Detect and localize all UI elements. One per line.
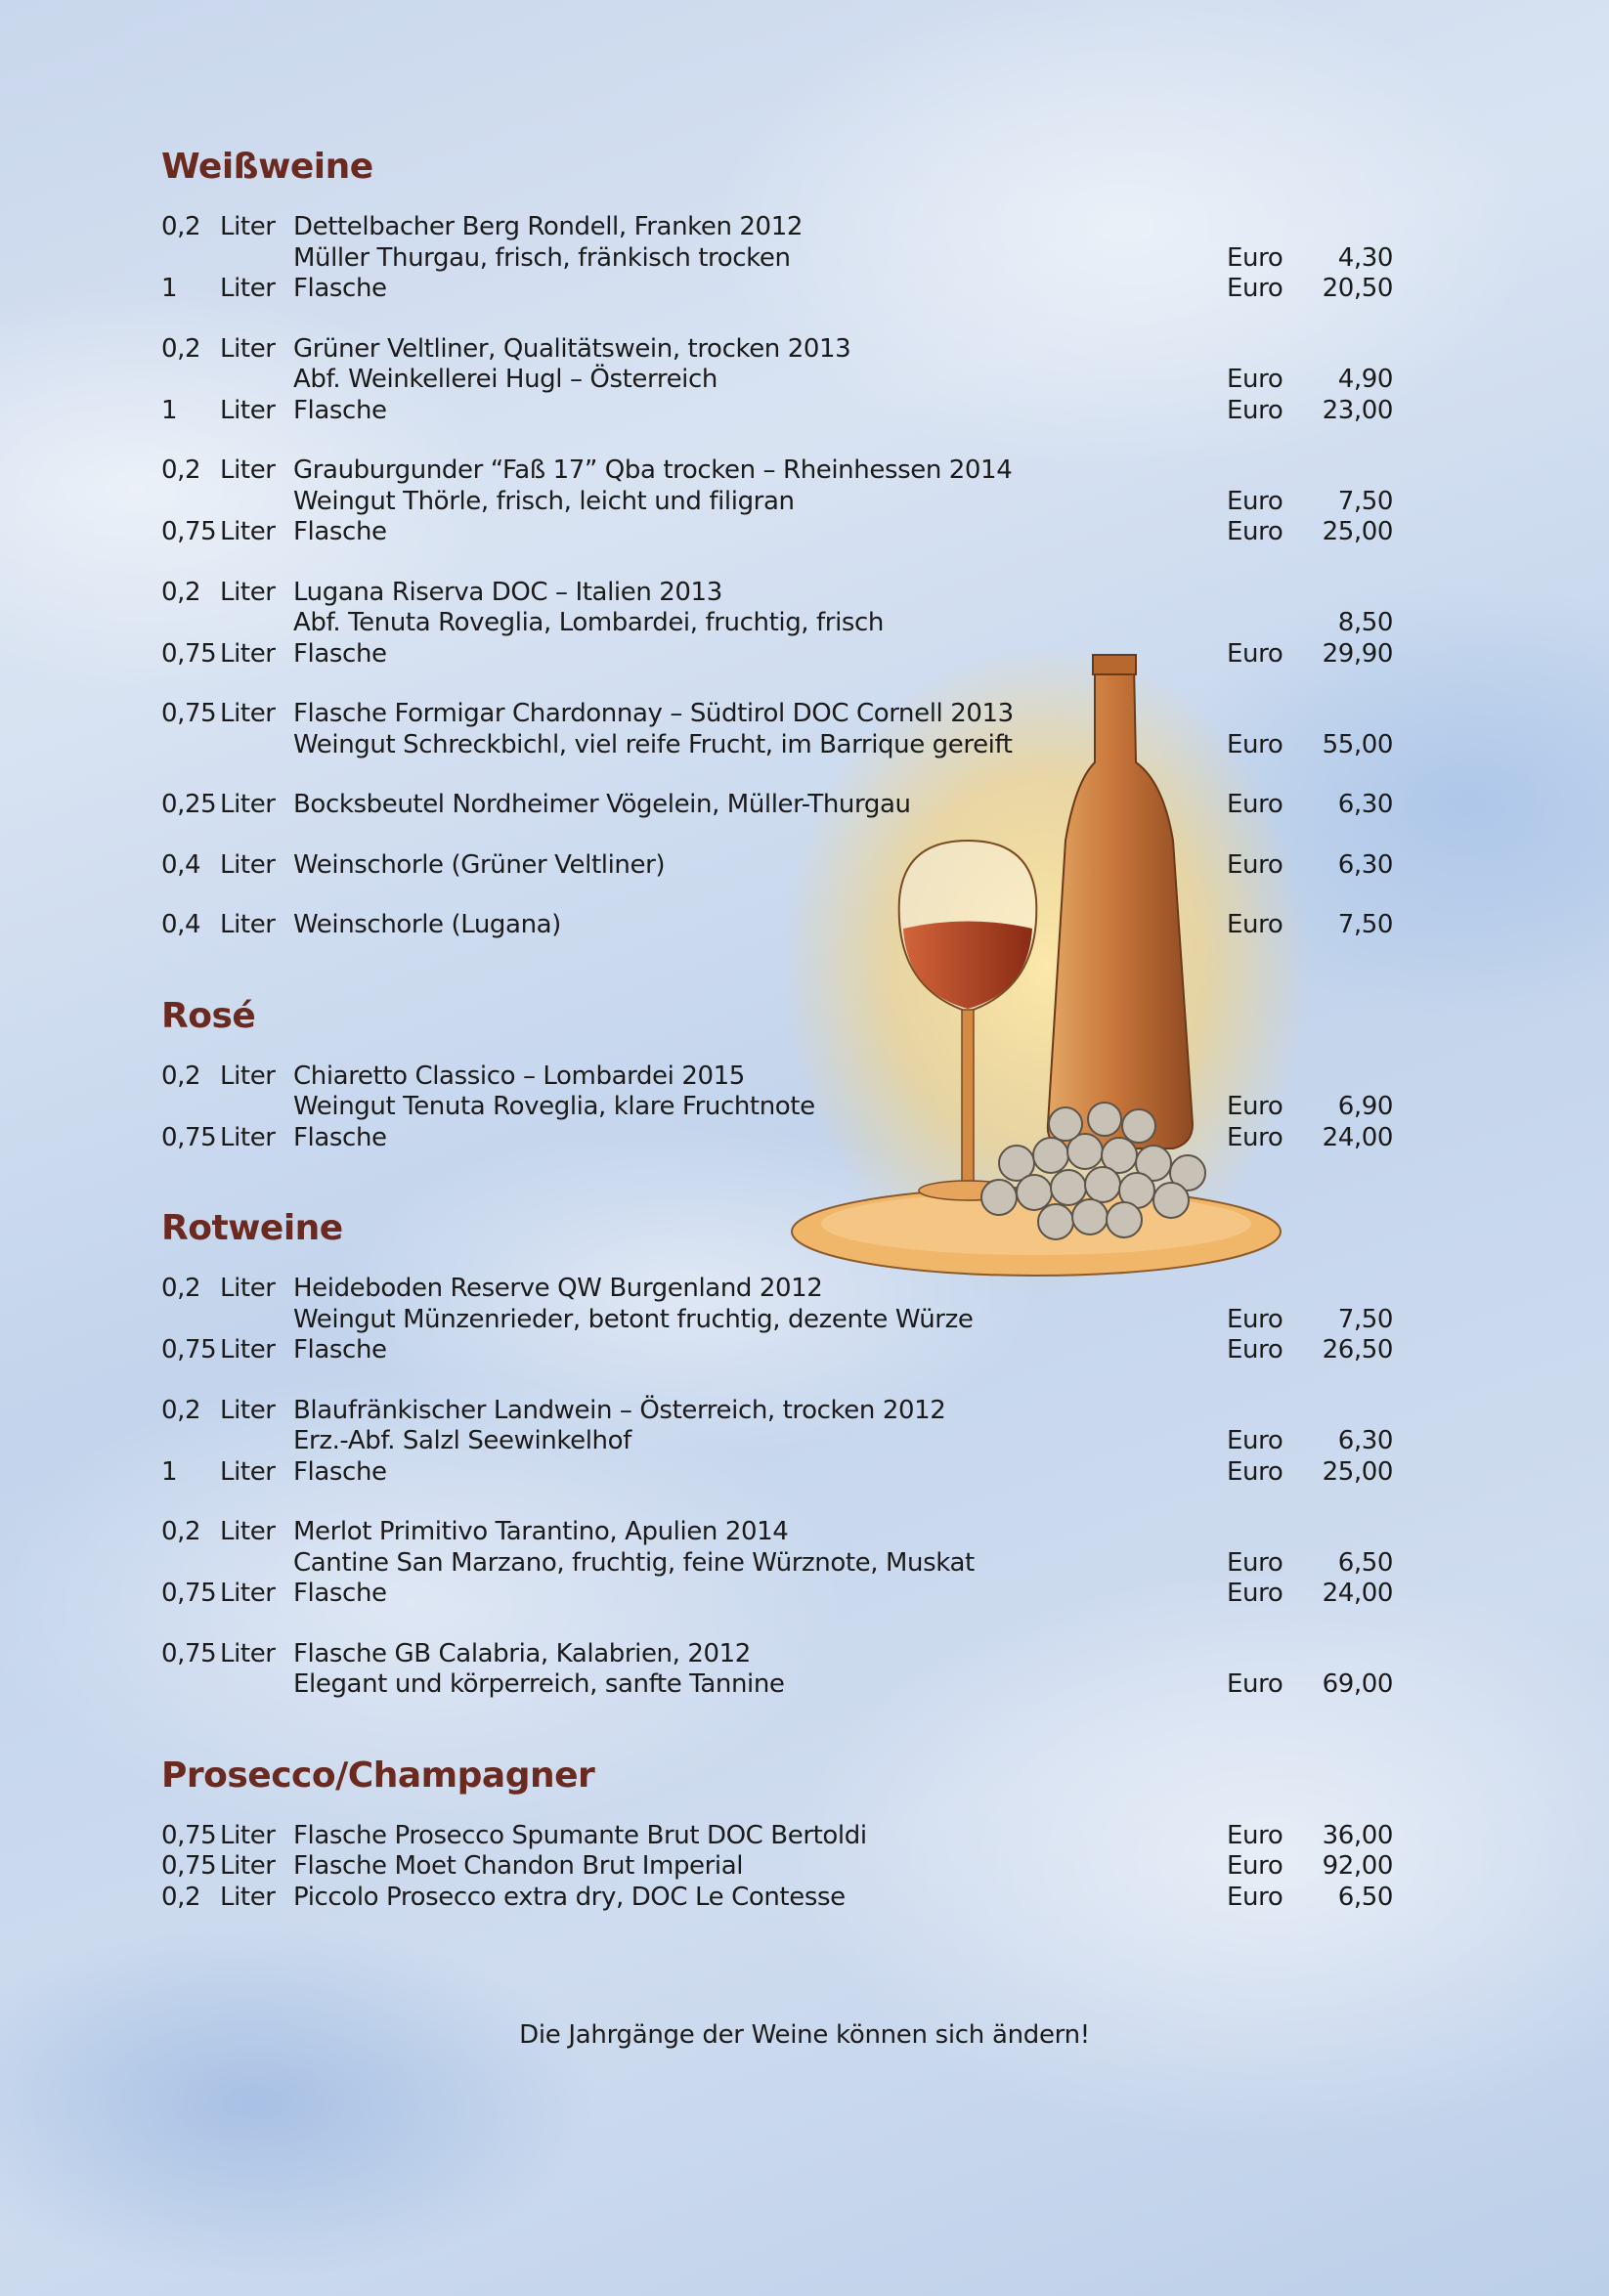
menu-line [161,639,1393,671]
menu-line [161,1548,1393,1580]
section-title: Rotweine [161,1208,343,1248]
unit: Liter [220,1882,276,1912]
description: Flasche [293,638,387,669]
currency: Euro [1227,1426,1283,1455]
description: Elegant und körperreich, sanfte Tannine [293,1669,785,1699]
price: 25,00 [1322,1456,1393,1487]
volume: 0,2 [161,1882,201,1912]
price: 25,00 [1322,517,1393,546]
description: Weingut Tenuta Roveglia, klare Fruchtnote [293,1092,815,1121]
price: 26,50 [1322,1335,1393,1365]
price: 4,30 [1337,242,1393,273]
menu-entry [161,212,1393,305]
volume: 0,2 [161,1274,201,1303]
volume: 0,2 [161,577,201,607]
volume: 0,75 [161,1851,217,1881]
price: 23,00 [1322,395,1393,425]
price: 29,90 [1322,638,1393,669]
currency: Euro [1227,1882,1283,1912]
price: 4,90 [1337,365,1393,394]
currency: Euro [1227,1820,1283,1850]
unit: Liter [220,274,276,303]
unit: Liter [220,1061,276,1091]
wine-menu [161,147,1393,1968]
volume: 0,75 [161,638,217,669]
price: 36,00 [1322,1820,1393,1850]
unit: Liter [220,1122,276,1152]
price: 24,00 [1322,1122,1393,1152]
description: Flasche Moet Chandon Brut Imperial [293,1851,744,1881]
description: Bocksbeutel Nordheimer Vögelein, Müller-Thurgau [293,790,911,819]
section-title: Weißweine [161,147,373,187]
unit: Liter [220,333,276,364]
unit: Liter [220,790,276,819]
description: Merlot Primitivo Tarantino, Apulien 2014 [293,1517,789,1546]
currency: Euro [1227,365,1283,394]
menu-entry [161,699,1393,760]
description: Abf. Weinkellerei Hugl – Österreich [293,365,718,394]
menu-entry [161,1821,1393,1914]
price: 92,00 [1322,1851,1393,1881]
menu-line [161,1669,1393,1701]
unit: Liter [220,638,276,669]
volume: 0,75 [161,1579,217,1608]
description: Weingut Thörle, frisch, leicht und filigran [293,486,795,516]
menu-line [161,1426,1393,1457]
section-2 [161,1208,1393,1755]
volume: 0,75 [161,1638,217,1668]
volume: 1 [161,274,178,303]
description: Flasche [293,1579,387,1608]
unit: Liter [220,1274,276,1303]
description: Weingut Münzenrieder, betont fruchtig, dezente Würze [293,1304,974,1334]
description: Weinschorle (Grüner Veltliner) [293,849,666,880]
unit: Liter [220,455,276,485]
menu-entry [161,1517,1393,1610]
price: 6,50 [1337,1547,1393,1578]
menu-line [161,365,1393,396]
description: Flasche [293,517,387,546]
menu-entry [161,1396,1393,1489]
volume: 0,4 [161,910,201,939]
price: 20,50 [1322,274,1393,303]
currency: Euro [1227,638,1283,669]
menu-line [161,790,1393,821]
menu-entry [161,1639,1393,1701]
footer-note: Die Jahrgänge der Weine können sich ändern! [519,2020,1090,2050]
volume: 0,75 [161,1820,217,1850]
currency: Euro [1227,790,1283,819]
unit: Liter [220,699,276,728]
description: Chiaretto Classico – Lombardei 2015 [293,1061,745,1091]
menu-line [161,243,1393,275]
currency: Euro [1227,1456,1283,1487]
menu-line [161,1092,1393,1123]
description: Heideboden Reserve QW Burgenland 2012 [293,1274,823,1303]
currency: Euro [1227,1579,1283,1608]
menu-line [161,608,1393,639]
description: Müller Thurgau, frisch, fränkisch trocken [293,242,791,273]
currency: Euro [1227,1335,1283,1365]
description: Flasche [293,395,387,425]
menu-line [161,1274,1393,1305]
menu-line [161,850,1393,882]
section-title: Prosecco/Champagner [161,1754,595,1796]
volume: 0,4 [161,849,201,880]
menu-entry [161,910,1393,941]
menu-entry [161,1061,1393,1154]
price: 6,50 [1337,1882,1393,1912]
menu-entry [161,455,1393,548]
menu-line [161,274,1393,305]
price: 6,90 [1337,1092,1393,1121]
volume: 0,2 [161,212,201,241]
unit: Liter [220,1579,276,1608]
currency: Euro [1227,486,1283,516]
volume: 0,75 [161,1335,217,1365]
menu-line [161,396,1393,427]
menu-line [161,1061,1393,1093]
description: Grüner Veltliner, Qualitätswein, trocken 2013 [293,333,851,364]
price: 6,30 [1337,1426,1393,1455]
description: Grauburgunder “Faß 17” Qba trocken – Rheinhessen 2014 [293,455,1013,485]
description: Flasche Formigar Chardonnay – Südtirol DOC Cornell 2013 [293,699,1014,728]
unit: Liter [220,517,276,546]
menu-line [161,1517,1393,1548]
currency: Euro [1227,849,1283,880]
volume: 0,2 [161,333,201,364]
menu-line [161,1396,1393,1427]
currency: Euro [1227,274,1283,303]
unit: Liter [220,1517,276,1546]
currency: Euro [1227,1304,1283,1334]
menu-line [161,212,1393,243]
menu-line [161,1851,1393,1883]
price: 7,50 [1337,1304,1393,1334]
description: Cantine San Marzano, fruchtig, feine Würznote, Muskat [293,1547,975,1578]
currency: Euro [1227,1092,1283,1121]
menu-line [161,487,1393,518]
volume: 0,2 [161,455,201,485]
currency: Euro [1227,395,1283,425]
volume: 0,2 [161,1061,201,1091]
price: 7,50 [1337,486,1393,516]
description: Weingut Schreckbichl, viel reife Frucht, im Barrique gereift [293,729,1013,759]
price: 69,00 [1322,1669,1393,1699]
unit: Liter [220,910,276,939]
unit: Liter [220,212,276,241]
currency: Euro [1227,242,1283,273]
menu-entry [161,850,1393,882]
currency: Euro [1227,517,1283,546]
price: 6,30 [1337,790,1393,819]
currency: Euro [1227,1547,1283,1578]
menu-entry [161,578,1393,671]
volume: 0,2 [161,1517,201,1546]
section-0 [161,147,1393,996]
menu-line [161,1335,1393,1366]
description: Erz.-Abf. Salzl Seewinkelhof [293,1426,631,1455]
menu-line [161,1305,1393,1336]
currency: Euro [1227,910,1283,939]
menu-line [161,1579,1393,1610]
unit: Liter [220,1638,276,1668]
menu-line [161,455,1393,487]
section-title: Rosé [161,995,256,1036]
volume: 0,75 [161,517,217,546]
volume: 1 [161,395,178,425]
unit: Liter [220,1335,276,1365]
menu-entry [161,334,1393,427]
menu-line [161,1457,1393,1489]
unit: Liter [220,577,276,607]
menu-line [161,699,1393,730]
menu-entry [161,790,1393,821]
description: Dettelbacher Berg Rondell, Franken 2012 [293,212,803,241]
description: Flasche GB Calabria, Kalabrien, 2012 [293,1638,751,1668]
price: 24,00 [1322,1579,1393,1608]
volume: 0,75 [161,1122,217,1152]
unit: Liter [220,395,276,425]
menu-line [161,910,1393,941]
unit: Liter [220,1395,276,1425]
price: 6,30 [1337,849,1393,880]
currency: Euro [1227,1851,1283,1881]
section-1 [161,996,1393,1209]
currency: Euro [1227,1122,1283,1152]
menu-line [161,1123,1393,1154]
description: Piccolo Prosecco extra dry, DOC Le Contesse [293,1882,846,1912]
menu-line [161,1883,1393,1914]
price: 7,50 [1337,910,1393,939]
unit: Liter [220,1456,276,1487]
volume: 1 [161,1456,178,1487]
volume: 0,75 [161,699,217,728]
description: Blaufränkischer Landwein – Österreich, trocken 2012 [293,1395,946,1425]
menu-line [161,517,1393,548]
unit: Liter [220,849,276,880]
description: Flasche Prosecco Spumante Brut DOC Bertoldi [293,1820,867,1850]
menu-line [161,1821,1393,1852]
unit: Liter [220,1851,276,1881]
unit: Liter [220,1820,276,1850]
section-3 [161,1755,1393,1969]
price: 8,50 [1337,608,1393,637]
description: Weinschorle (Lugana) [293,910,561,939]
volume: 0,2 [161,1395,201,1425]
price: 55,00 [1322,729,1393,759]
currency: Euro [1227,729,1283,759]
description: Abf. Tenuta Roveglia, Lombardei, fruchtig, frisch [293,608,885,637]
menu-line [161,578,1393,609]
menu-line [161,730,1393,761]
description: Flasche [293,1335,387,1365]
description: Flasche [293,274,387,303]
description: Flasche [293,1456,387,1487]
volume: 0,25 [161,790,217,819]
menu-line [161,334,1393,366]
description: Flasche [293,1122,387,1152]
menu-entry [161,1274,1393,1366]
currency: Euro [1227,1669,1283,1699]
menu-line [161,1639,1393,1670]
description: Lugana Riserva DOC – Italien 2013 [293,577,722,607]
